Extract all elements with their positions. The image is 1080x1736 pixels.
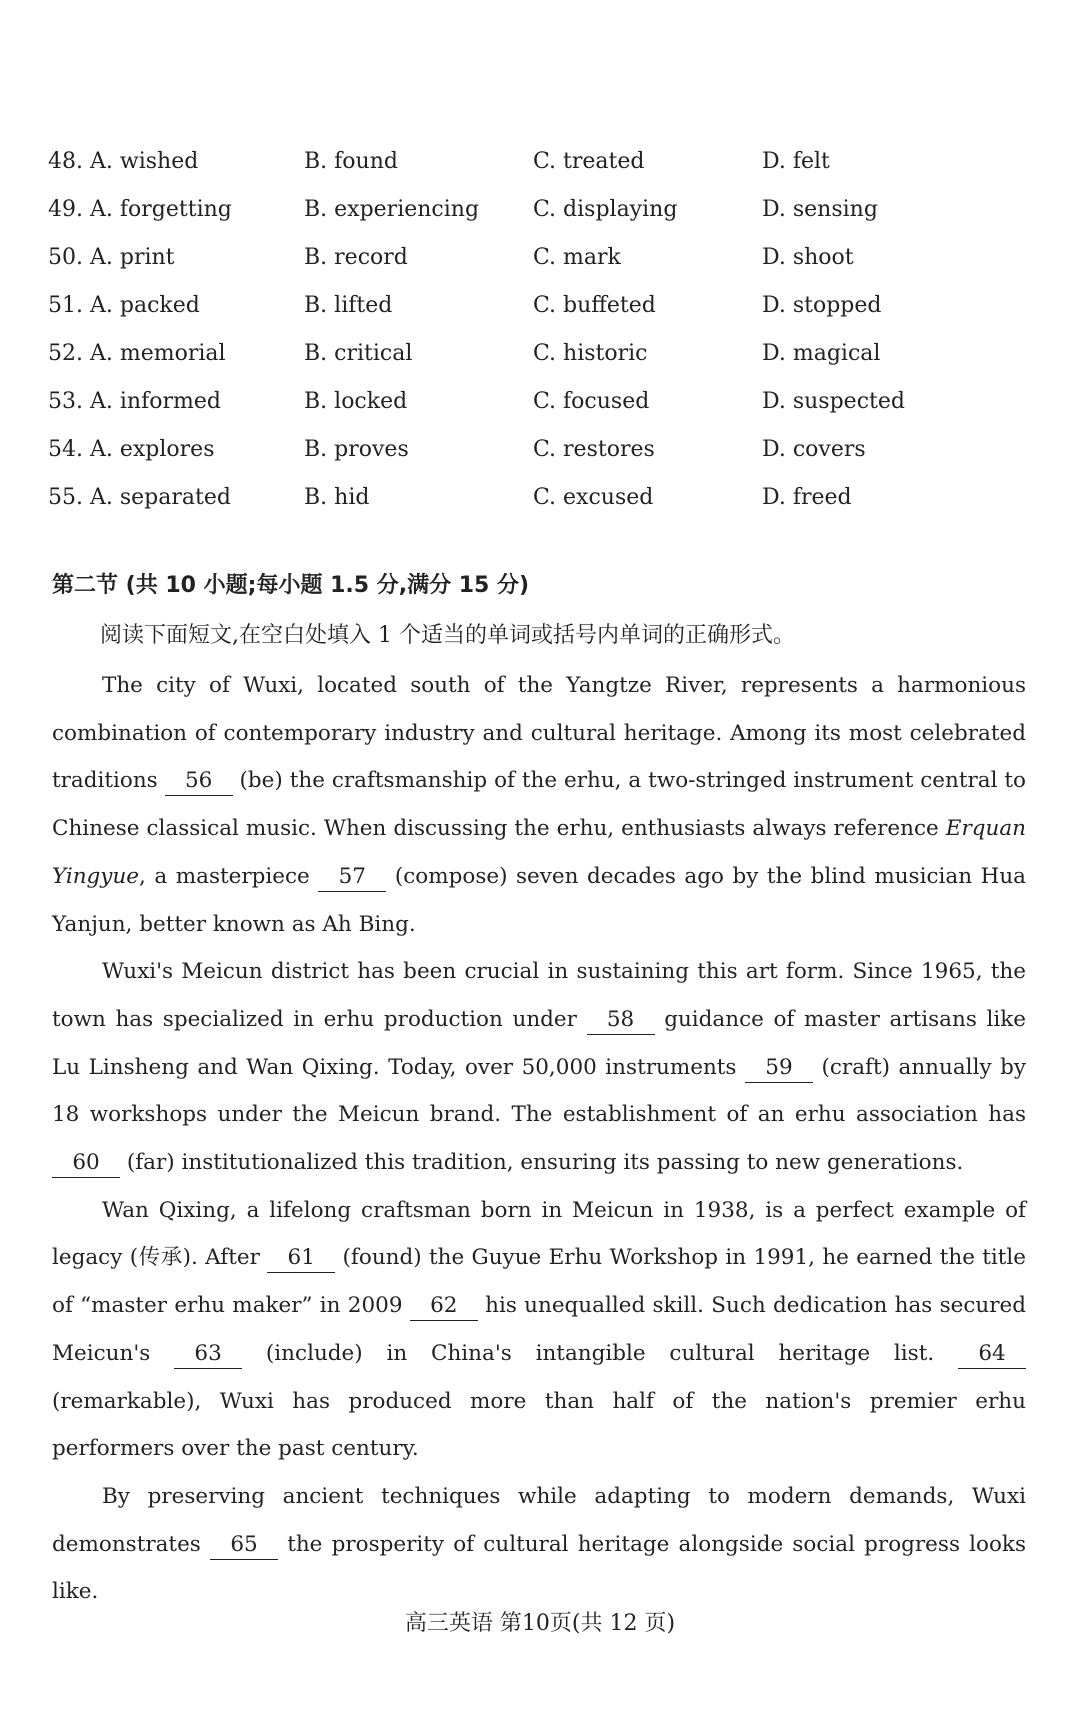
option-d: D. freed [762, 485, 852, 510]
blank-64[interactable]: 64 [958, 1340, 1026, 1369]
option-row-51 [48, 282, 1038, 330]
option-row-49 [48, 186, 1038, 234]
option-row-48 [48, 138, 1038, 186]
paragraph-4: By preserving ancient techniques while adapting to modern demands, Wuxi demonstrates 65 the prosperity of cultural heritage alongside social progress looks like. [52, 1483, 1026, 1605]
blank-57[interactable]: 57 [318, 863, 386, 892]
option-c: C. excused [533, 485, 654, 510]
option-d: D. sensing [762, 197, 878, 222]
option-a: 54. A. explores [48, 437, 215, 462]
option-b: B. hid [304, 485, 370, 510]
option-b: B. critical [304, 341, 413, 366]
option-a: 52. A. memorial [48, 341, 226, 366]
option-d: D. felt [762, 149, 830, 174]
option-c: C. focused [533, 389, 650, 414]
option-row-55 [48, 474, 1038, 522]
reading-passage [52, 662, 1026, 1616]
option-a: 49. A. forgetting [48, 197, 232, 222]
option-d: D. covers [762, 437, 866, 462]
option-d: D. suspected [762, 389, 905, 414]
blank-60[interactable]: 60 [52, 1149, 120, 1178]
option-row-52 [48, 330, 1038, 378]
page-footer: 高三英语 第10页(共 12 页) [404, 1611, 676, 1636]
option-a: 48. A. wished [48, 149, 199, 174]
option-b: B. proves [304, 437, 409, 462]
option-d: D. shoot [762, 245, 854, 270]
option-b: B. locked [304, 389, 408, 414]
option-b: B. experiencing [304, 197, 480, 222]
blank-65[interactable]: 65 [210, 1531, 278, 1560]
option-c: C. restores [533, 437, 655, 462]
option-a: 50. A. print [48, 245, 175, 270]
option-b: B. record [304, 245, 408, 270]
option-row-54 [48, 426, 1038, 474]
paragraph-1: The city of Wuxi, located south of the Yangtze River, represents a harmonious combination of contemporary industry and cultural heritage. Among its most celebrated traditions 56 (be) the craftsmanship of the erhu, a two-stringed instrument central to Chinese classical music. When discussing the erhu, enthusiasts always reference Erquan Yingyue, a masterpiece 57 (compose) seven decades ago by the blind musician Hua Yanjun, better known as Ah Bing. [52, 673, 1027, 937]
option-c: C. mark [533, 245, 621, 270]
option-row-53 [48, 378, 1038, 426]
choice-options-list [48, 138, 1038, 522]
option-a: 55. A. separated [48, 485, 231, 510]
blank-61[interactable]: 61 [267, 1244, 335, 1273]
option-d: D. stopped [762, 293, 882, 318]
option-b: B. found [304, 149, 398, 174]
blank-56[interactable]: 56 [165, 767, 233, 796]
option-c: C. buffeted [533, 293, 656, 318]
option-d: D. magical [762, 341, 881, 366]
paragraph-2: Wuxi's Meicun district has been crucial in sustaining this art form. Since 1965, the town has specialized in erhu production under 58 guidance of master artisans like Lu Linsheng and Wan Qixing. Today, over 50,000 instruments 59 (craft) annually by 18 workshops under the Meicun brand. The establishment of an erhu association has 60 (far) institutionalized this tradition, ensuring its passing to new generations. [52, 948, 1026, 1187]
option-a: 51. A. packed [48, 293, 200, 318]
paragraph-3: Wan Qixing, a lifelong craftsman born in Meicun in 1938, is a perfect example of legacy (传承). After 61 (found) the Guyue Erhu Workshop in 1991, he earned the title of “master erhu maker” in 2009 62 his unequalled skill. Such dedication has secured Meicun's 63 (include) in China's intangible cultural heritage list. 64 (remarkable), Wuxi has produced more than half of the nation's premier erhu performers over the past century. [52, 1197, 1026, 1462]
option-c: C. treated [533, 149, 645, 174]
blank-62[interactable]: 62 [410, 1292, 478, 1321]
blank-63[interactable]: 63 [174, 1340, 242, 1369]
work-title: Erquan Yingyue [52, 816, 1026, 889]
section-instruction: 阅读下面短文,在空白处填入 1 个适当的单词或括号内单词的正确形式。 [100, 623, 795, 648]
option-c: C. displaying [533, 197, 678, 222]
option-row-50 [48, 234, 1038, 282]
option-c: C. historic [533, 341, 648, 366]
option-b: B. lifted [304, 293, 393, 318]
option-a: 53. A. informed [48, 389, 221, 414]
section-title: 第二节 (共 10 小题;每小题 1.5 分,满分 15 分) [52, 573, 530, 598]
blank-59[interactable]: 59 [745, 1054, 813, 1083]
blank-58[interactable]: 58 [587, 1006, 655, 1035]
